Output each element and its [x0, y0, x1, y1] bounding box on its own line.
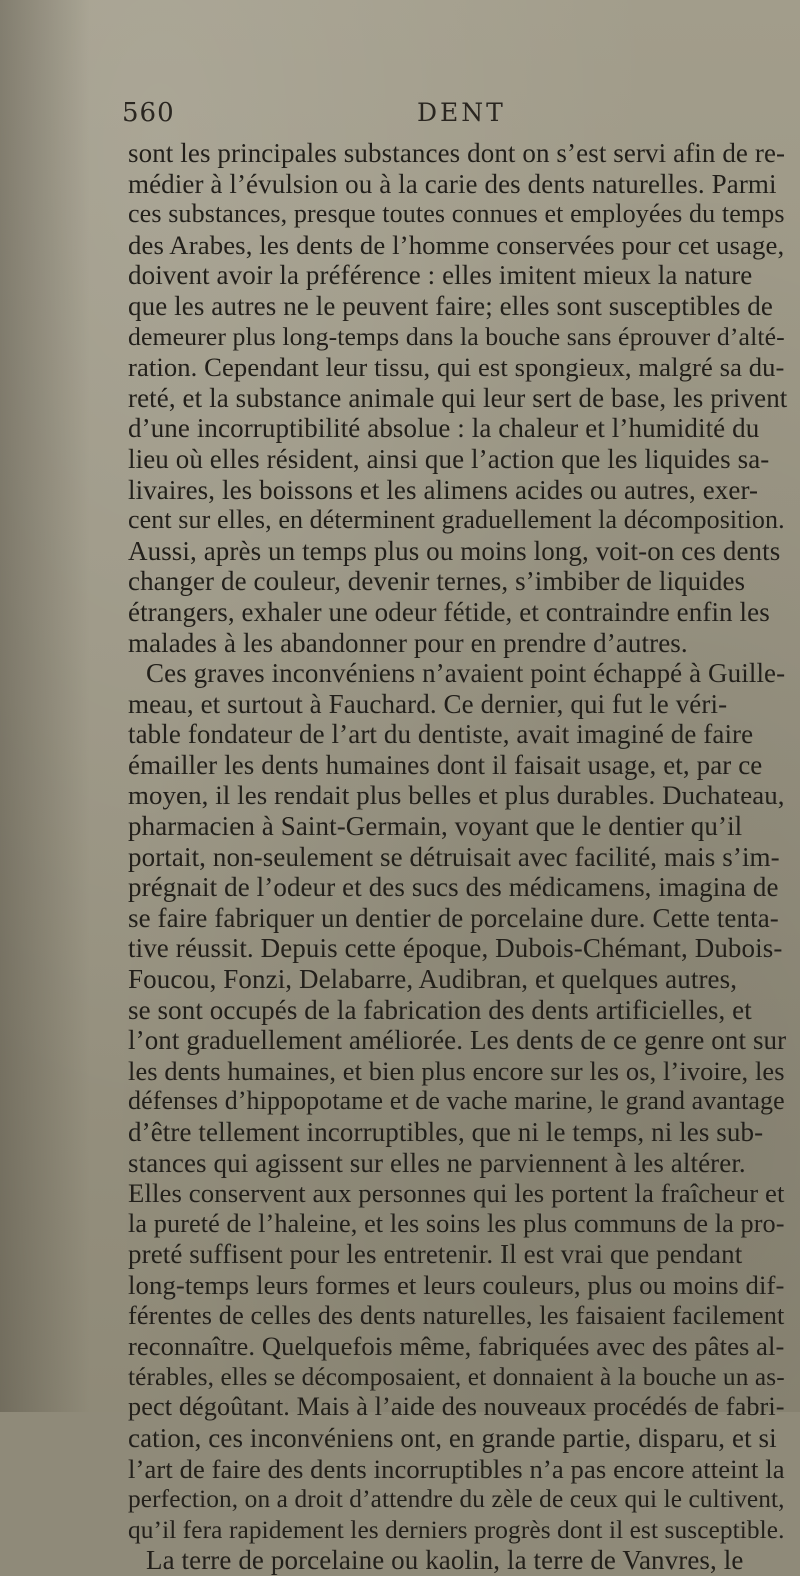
text-line: cent sur elles, en déterminent graduellement la décomposition.	[128, 505, 785, 535]
text-line: malades à les abandonner pour en prendre d’autres.	[128, 627, 688, 658]
text-line: ces substances, presque toutes connues et employées du temps	[128, 199, 785, 229]
text-line: ration. Cependant leur tissu, qui est spongieux, malgré sa du-	[128, 352, 785, 383]
text-line: Elles conservent aux personnes qui les portent la fraîcheur et	[128, 1178, 785, 1209]
text-line: livaires, les boissons et les alimens acides ou autres, exer-	[128, 474, 759, 505]
page-number: 560	[122, 98, 175, 128]
text-line: défenses d’hippopotame et de vache marine, le grand avantage	[128, 1086, 785, 1116]
text-line: l’ont graduellement améliorée. Les dents de ce genre ont sur	[128, 1025, 787, 1056]
text-line: d’être tellement incorruptibles, que ni le temps, ni les sub-	[128, 1117, 764, 1147]
text-line: la pureté de l’haleine, et les soins les plus communs de la pro-	[128, 1208, 785, 1238]
paragraph-first-line: Ces graves inconvéniens n’avaient point échappé à Guille-	[146, 658, 786, 689]
text-line: portait, non-seulement se détruisait avec facilité, mais s’im-	[128, 841, 780, 872]
text-line: long-temps leurs formes et leurs couleurs, plus ou moins dif-	[128, 1269, 785, 1300]
text-line: Aussi, après un temps plus ou moins long, voit-on ces dents	[128, 535, 781, 566]
text-line: pharmacien à Saint-Germain, voyant que le dentier qu’il	[128, 811, 743, 842]
text-line: que les autres ne le peuvent faire; elles sont susceptibles de	[128, 290, 773, 321]
text-line: sont les principales substances dont on s’est servi afin de re-	[128, 138, 786, 168]
running-head: DENT	[417, 98, 506, 127]
text-line: l’art de faire des dents incorruptibles n’a pas encore atteint la	[128, 1453, 785, 1484]
text-line: demeurer plus long-temps dans la bouche sans éprouver d’alté-	[128, 321, 785, 351]
text-line: preté suffisent pour les entretenir. Il est vrai que pendant	[128, 1239, 743, 1270]
text-line: Foucou, Fonzi, Delabarre, Audibran, et quelques autres,	[128, 964, 738, 995]
text-line: qu’il fera rapidement les derniers progrès dont il est susceptible.	[128, 1515, 785, 1544]
text-line: tive réussit. Depuis cette époque, Dubois-Chémant, Dubois-	[128, 933, 783, 964]
text-line: stances qui agissent sur elles ne parviennent à les altérer.	[128, 1147, 746, 1178]
text-line: reté, et la substance animale qui leur sert de base, les privent	[128, 382, 788, 413]
text-line: émailler les dents humaines dont il faisait usage, et, par ce	[128, 749, 763, 780]
text-line: les dents humaines, et bien plus encore sur les os, l’ivoire, les	[128, 1055, 785, 1086]
text-line: perfection, on a droit d’attendre du zèle de ceux qui le cultivent,	[128, 1485, 785, 1514]
text-line: moyen, il les rendait plus belles et plus durables. Duchateau,	[128, 780, 785, 811]
text-line: prégnait de l’odeur et des sucs des médicamens, imagina de	[128, 872, 779, 903]
text-line: médier à l’évulsion ou à la carie des dents naturelles. Parmi	[128, 168, 777, 199]
text-line: meau, et surtout à Fauchard. Ce dernier, qui fut le véri-	[128, 688, 728, 719]
text-line: doivent avoir la préférence : elles imitent mieux la nature	[128, 260, 753, 291]
text-line: changer de couleur, devenir ternes, s’imbiber de liquides	[128, 566, 746, 597]
text-line: étrangers, exhaler une odeur fétide, et contraindre enfin les	[128, 596, 770, 627]
page-edge-shadow	[0, 0, 90, 1412]
page-header	[122, 98, 682, 138]
text-line: lieu où elles résident, ainsi que l’action que les liquides sa-	[128, 443, 770, 474]
text-line: térables, elles se décomposaient, et donnaient à la bouche un as-	[128, 1362, 785, 1391]
paragraph-first-line: La terre de porcelaine ou kaolin, la terre de Vanvres, le	[146, 1545, 744, 1576]
text-line: cation, ces inconvéniens ont, en grande partie, disparu, et si	[128, 1422, 777, 1453]
text-line: des Arabes, les dents de l’homme conservées pour cet usage,	[128, 229, 785, 260]
body-text	[128, 138, 788, 1576]
text-line: d’une incorruptibilité absolue : la chaleur et l’humidité du	[128, 413, 760, 444]
text-line: reconnaître. Quelquefois même, fabriquées avec des pâtes al-	[128, 1331, 785, 1362]
text-line: férentes de celles des dents naturelles, les faisaient facilement	[128, 1300, 785, 1330]
text-line: table fondateur de l’art du dentiste, avait imaginé de faire	[128, 719, 754, 750]
text-line: se sont occupés de la fabrication des dents artificielles, et	[128, 994, 752, 1025]
text-line: pect dégoûtant. Mais à l’aide des nouveaux procédés de fabri-	[128, 1392, 785, 1422]
text-line: se faire fabriquer un dentier de porcelaine dure. Cette tenta-	[128, 902, 779, 933]
